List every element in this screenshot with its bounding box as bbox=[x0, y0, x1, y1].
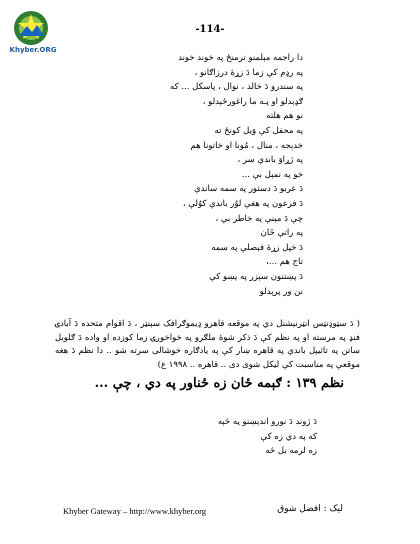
poem-line: خدېجه ، منال ، مُونا او خاتونا هم bbox=[190, 140, 303, 151]
footer-source-link[interactable]: Khyber Gateway – http://www.khyber.org bbox=[63, 506, 207, 516]
poem-line: دَ فرعون په هغې لوُر باندې کوُلې ، bbox=[182, 198, 303, 209]
poem-line: په ژړاوَ باندې سر ، bbox=[237, 155, 303, 166]
poem-line: دا راجمه مېلمنو ترمنځ په خوند خوند bbox=[178, 53, 303, 63]
poem-line: په راتې خَان bbox=[260, 228, 303, 239]
poem-block bbox=[170, 51, 303, 299]
poem-line: زه لرمه بل څه bbox=[265, 446, 317, 456]
poem-line: تاج هم ...، bbox=[266, 257, 303, 268]
poem-line: په رډم کې زما دَ زړهٔ درزاګانو ، bbox=[194, 67, 303, 78]
poem-line: که په دي زه کې bbox=[260, 431, 317, 442]
poem-line: په سندرو دَ خالد ، نوال ، پاسکل ... که bbox=[170, 82, 303, 93]
poem-line: ګډېدلو او پـه ما راغورځېدلو ، bbox=[202, 96, 303, 107]
poem-line: دَ ژوند دَ نورو اندېښنو په څېه bbox=[217, 417, 317, 427]
poem-line: نن ور پرېدلو bbox=[259, 286, 303, 297]
section-heading: نظم ۱۳۹ : ګېمه ځان زه ځناور په دي ، چې ... bbox=[94, 376, 344, 391]
logo-text: Khyber.ORG bbox=[9, 46, 57, 54]
poem-line: چې دَ مېنې په خاطر بې ، bbox=[215, 213, 303, 224]
poem-line: دَ پښتنون سېزر په پښو کې bbox=[209, 271, 303, 282]
poem-line: نو هم هلته bbox=[266, 111, 303, 122]
page-number: -114- bbox=[195, 24, 225, 35]
footnote-paragraph: ( دَ سټوډنټس انټرنېشنل دي په موقعه قاهرو ډيموګرافک سېنټر ، دَ اقوام متحده دَ آبادۍ فنډ په مرسته او په نظم کې دَ ذکر شوۀ ملګرو په خواخوږۍ زما کوزده او واده دَ ګلوبل ساتن په تاثيېل باندې په قاهره ښار کې په يادګاره خوشالی سرته شو .. دا نظم دَ هغه موقعې په مناسبت کې ليکل شوی دی .. قاهره .. ۱۹۹۸ ع) bbox=[55, 319, 360, 370]
poem-line: په محفل کې وَيل کونځ ته bbox=[214, 125, 303, 136]
poem-line: خو په نمېل بې ... bbox=[241, 169, 303, 180]
footer-author: لیک : افضل شوق bbox=[277, 504, 343, 514]
poem-line: دَ عربو دَ دستور په سمه ساندې bbox=[194, 184, 303, 195]
poem-line: دَ خپل زړهٔ فېصلې په سمه bbox=[211, 242, 303, 253]
poem-block-2 bbox=[218, 415, 317, 459]
